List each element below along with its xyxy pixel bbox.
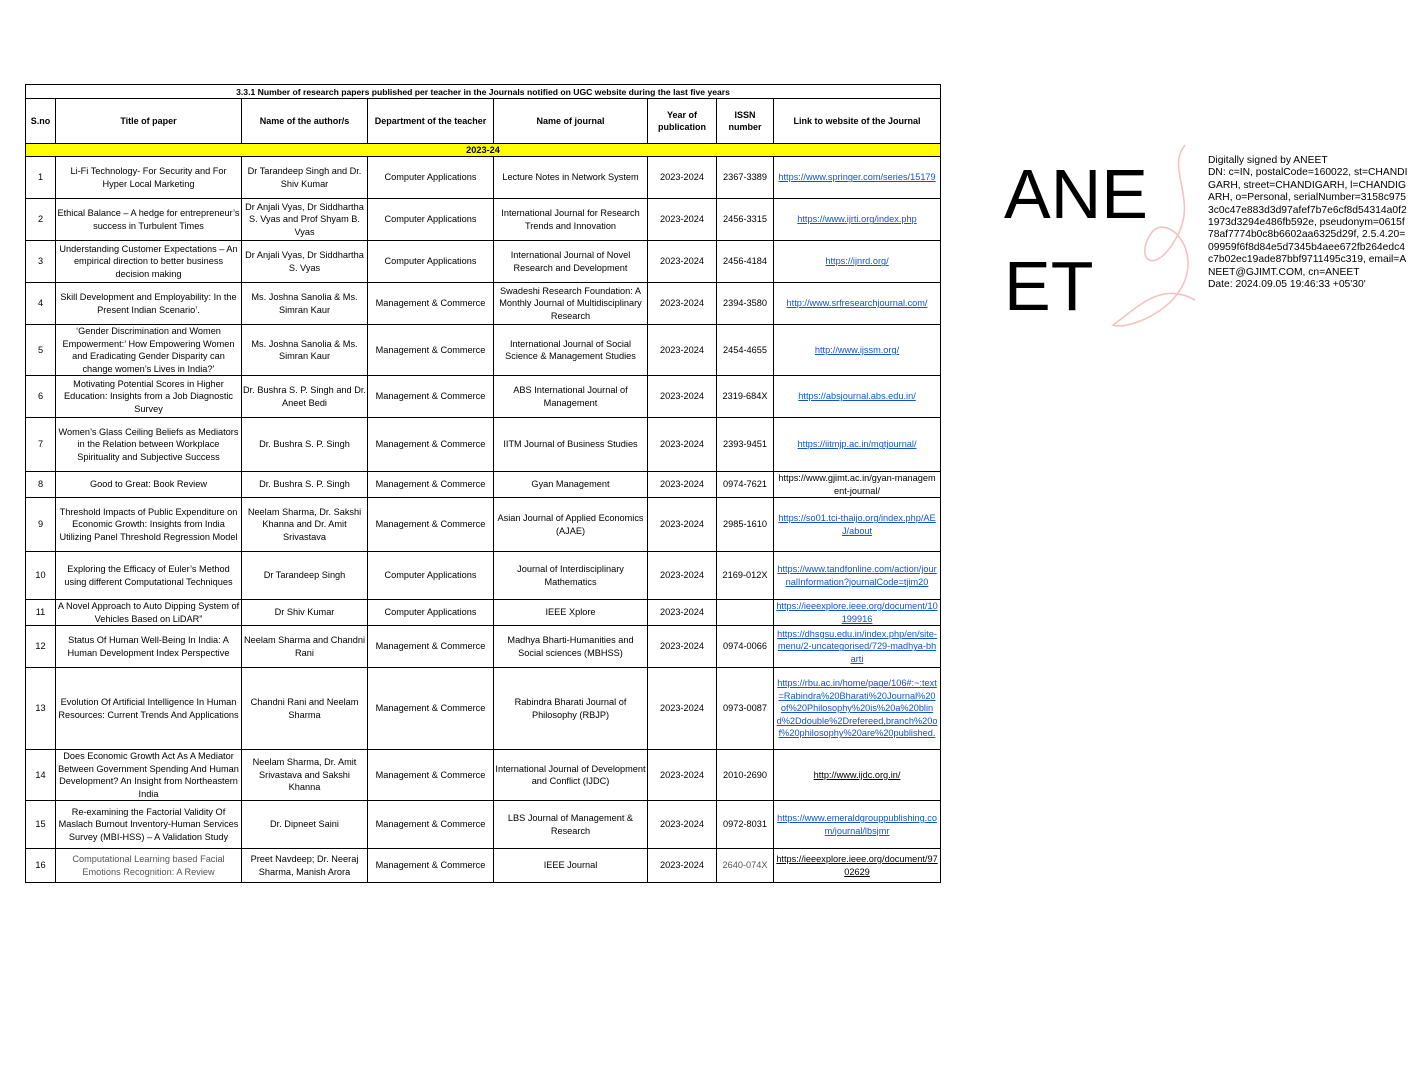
cell-link [774,283,941,325]
cell-department: Computer Applications [368,199,494,241]
cell-department: Computer Applications [368,600,494,626]
cell-link [774,418,941,472]
cell-title: Women’s Glass Ceiling Beliefs as Mediators in the Relation between Workplace Spirituality and Subjective Success [56,418,242,472]
cell-sno: 1 [26,157,56,199]
cell-link [774,750,941,801]
table-row [26,325,941,376]
journal-link[interactable]: https://iitmjp.ac.in/mgtjournal/ [797,439,917,450]
table-row [26,626,941,668]
table-row [26,801,941,849]
cell-journal: Swadeshi Research Foundation: A Monthly Journal of Multidisciplinary Research [494,283,648,325]
cell-link [774,498,941,552]
header-title: Title of paper [56,99,242,144]
header-authors: Name of the author/s [242,99,368,144]
journal-link[interactable]: https://ieeexplore.ieee.org/document/9702629 [776,854,938,877]
cell-link [774,552,941,600]
table-row [26,157,941,199]
cell-department: Management & Commerce [368,498,494,552]
cell-link [774,241,941,283]
cell-title: Evolution Of Artificial Intelligence In Human Resources: Current Trends And Applications [56,668,242,750]
cell-link [774,157,941,199]
cell-year: 2023-2024 [648,801,717,849]
cell-issn: 2367-3389 [717,157,774,199]
cell-issn: 2640-074X [717,849,774,883]
cell-link [774,668,941,750]
header-sno: S.no [26,99,56,144]
cell-authors: Preet Navdeep; Dr. Neeraj Sharma, Manish Arora [242,849,368,883]
cell-year: 2023-2024 [648,750,717,801]
cell-year: 2023-2024 [648,498,717,552]
cell-department: Management & Commerce [368,626,494,668]
journal-link[interactable]: https://absjournal.abs.edu.in/ [798,391,916,402]
cell-journal: International Journal of Novel Research and Development [494,241,648,283]
cell-issn: 2010-2690 [717,750,774,801]
cell-journal: Asian Journal of Applied Economics (AJAE) [494,498,648,552]
cell-year: 2023-2024 [648,157,717,199]
cell-sno: 15 [26,801,56,849]
cell-authors: Neelam Sharma, Dr. Sakshi Khanna and Dr. Amit Srivastava [242,498,368,552]
cell-department: Computer Applications [368,157,494,199]
cell-department: Management & Commerce [368,376,494,418]
journal-link[interactable]: https://www.gjimt.ac.in/gyan-management-journal/ [778,473,936,496]
cell-journal: International Journal of Development and Conflict (IJDC) [494,750,648,801]
table-row [26,750,941,801]
cell-department: Management & Commerce [368,801,494,849]
cell-issn: 2454-4655 [717,325,774,376]
journal-link[interactable]: https://www.ijrti.org/index.php [797,214,917,225]
table-row [26,241,941,283]
journal-link[interactable]: http://www.srfresearchjournal.com/ [786,298,928,309]
cell-journal: Gyan Management [494,472,648,498]
cell-authors: Ms. Joshna Sanolia & Ms. Simran Kaur [242,283,368,325]
cell-issn: 2393-9451 [717,418,774,472]
cell-sno: 6 [26,376,56,418]
signature-swirl-icon [1105,140,1215,335]
cell-title: Skill Development and Employability: In the Present Indian Scenario’. [56,283,242,325]
cell-link [774,600,941,626]
cell-journal: IEEE Journal [494,849,648,883]
cell-journal: Madhya Bharti-Humanities and Social sciences (MBHSS) [494,626,648,668]
journal-link[interactable]: https://www.emeraldgrouppublishing.com/journal/lbsjmr [777,813,937,836]
cell-issn: 2394-3580 [717,283,774,325]
header-journal: Name of journal [494,99,648,144]
cell-year: 2023-2024 [648,325,717,376]
cell-link [774,199,941,241]
cell-year: 2023-2024 [648,600,717,626]
cell-title: Does Economic Growth Act As A Mediator Between Government Spending And Human Development? An Insight from Northeastern India [56,750,242,801]
cell-authors: Dr. Dipneet Saini [242,801,368,849]
cell-year: 2023-2024 [648,199,717,241]
cell-year: 2023-2024 [648,376,717,418]
cell-title: A Novel Approach to Auto Dipping System of Vehicles Based on LiDAR” [56,600,242,626]
signature-name: ANEET [1004,155,1148,325]
cell-journal: IEEE Xplore [494,600,648,626]
header-link: Link to website of the Journal [774,99,941,144]
signature-line: DN: c=IN, postalCode=160022, st=CHANDIGARH, street=CHANDIGARH, l=CHANDIGARH, o=Personal, serialNumber=3158c9753c0c47e883d3d97afef7b7e6cf8d54314a0f21973d3294e486fb592e, pseudonym=0615f78af7774b0c8b6602aa6325d29f, 2.5.4.20=09959f6f8d84e5d7345b4aee672fb264edc4c7b02ec19ade87bbf9711495c319, email=ANEET@GJIMT.COM, cn=ANEET [1208,167,1408,278]
cell-department: Management & Commerce [368,668,494,750]
cell-sno: 5 [26,325,56,376]
cell-department: Computer Applications [368,552,494,600]
cell-sno: 4 [26,283,56,325]
publications-table [25,84,941,883]
table-row [26,376,941,418]
header-department: Department of the teacher [368,99,494,144]
cell-title: Exploring the Efficacy of Euler’s Method using different Computational Techniques [56,552,242,600]
cell-authors: Dr. Bushra S. P. Singh and Dr. Aneet Bedi [242,376,368,418]
cell-sno: 11 [26,600,56,626]
cell-sno: 8 [26,472,56,498]
cell-issn [717,600,774,626]
journal-link[interactable]: https://www.springer.com/series/15179 [778,172,936,183]
cell-title: Good to Great: Book Review [56,472,242,498]
cell-title: Threshold Impacts of Public Expenditure on Economic Growth: Insights from India Utilizing Panel Threshold Regression Model [56,498,242,552]
cell-journal: International Journal of Social Science & Management Studies [494,325,648,376]
cell-link [774,376,941,418]
journal-link[interactable]: https://so01.tci-thaijo.org/index.php/AEJ/about [778,513,936,536]
cell-journal: IITM Journal of Business Studies [494,418,648,472]
cell-title: ‘Gender Discrimination and Women Empowerment:’ How Empowering Women and Eradicating Gender Disparity can change women’s Lives in India?’ [56,325,242,376]
table-row [26,199,941,241]
journal-link[interactable]: http://www.ijssm.org/ [814,344,900,355]
cell-issn: 2319-684X [717,376,774,418]
journal-link[interactable]: https://ieeexplore.ieee.org/document/10199916 [776,601,938,624]
cell-link [774,849,941,883]
table-row [26,849,941,883]
year-band: 2023-24 [26,144,941,157]
cell-title: Ethical Balance – A hedge for entrepreneur’s success in Turbulent Times [56,199,242,241]
cell-authors: Dr Anjali Vyas, Dr Siddhartha S. Vyas [242,241,368,283]
cell-issn: 0973-0087 [717,668,774,750]
table-row [26,600,941,626]
table-row [26,418,941,472]
cell-year: 2023-2024 [648,241,717,283]
journal-link[interactable]: https://ijnrd.org/ [825,256,889,267]
cell-sno: 14 [26,750,56,801]
cell-issn: 0974-7621 [717,472,774,498]
cell-sno: 10 [26,552,56,600]
cell-sno: 2 [26,199,56,241]
cell-issn: 2456-4184 [717,241,774,283]
cell-authors: Chandni Rani and Neelam Sharma [242,668,368,750]
cell-authors: Neelam Sharma and Chandni Rani [242,626,368,668]
cell-issn: 2169-012X [717,552,774,600]
cell-department: Management & Commerce [368,472,494,498]
signature-line: Date: 2024.09.05 19:46:33 +05'30' [1208,279,1366,291]
signature-line: Digitally signed by ANEET [1208,155,1328,166]
signature-details [1208,155,1408,291]
cell-link [774,801,941,849]
header-issn: ISSN number [717,99,774,144]
journal-link[interactable]: http://www.ijdc.org.in/ [813,769,901,780]
table-row [26,668,941,750]
cell-authors: Ms. Joshna Sanolia & Ms. Simran Kaur [242,325,368,376]
cell-title: Li-Fi Technology- For Security and For Hyper Local Marketing [56,157,242,199]
cell-department: Management & Commerce [368,750,494,801]
table-caption: 3.3.1 Number of research papers published per teacher in the Journals notified on UGC website during the last five years [26,85,941,99]
table-row [26,552,941,600]
journal-link[interactable]: https://www.tandfonline.com/action/journalInformation?journalCode=tjim20 [777,564,937,587]
cell-department: Computer Applications [368,241,494,283]
cell-link [774,472,941,498]
table-row [26,498,941,552]
cell-title: Understanding Customer Expectations – An empirical direction to better business decision making [56,241,242,283]
cell-department: Management & Commerce [368,849,494,883]
cell-issn: 0974-0066 [717,626,774,668]
cell-year: 2023-2024 [648,849,717,883]
cell-issn: 0972-8031 [717,801,774,849]
cell-year: 2023-2024 [648,418,717,472]
cell-link [774,626,941,668]
cell-sno: 12 [26,626,56,668]
cell-year: 2023-2024 [648,668,717,750]
cell-authors: Dr Tarandeep Singh [242,552,368,600]
cell-year: 2023-2024 [648,472,717,498]
cell-sno: 13 [26,668,56,750]
cell-title: Status Of Human Well-Being In India: A Human Development Index Perspective [56,626,242,668]
cell-department: Management & Commerce [368,325,494,376]
header-year: Year of publication [648,99,717,144]
cell-year: 2023-2024 [648,552,717,600]
cell-sno: 7 [26,418,56,472]
cell-sno: 16 [26,849,56,883]
cell-authors: Dr. Bushra S. P. Singh [242,418,368,472]
journal-link[interactable]: https://dhsgsu.edu.in/index.php/en/site-menu/2-uncategorised/729-madhya-bharti [777,628,937,664]
table-row [26,283,941,325]
cell-authors: Dr Anjali Vyas, Dr Siddhartha S. Vyas and Prof Shyam B. Vyas [242,199,368,241]
cell-authors: Dr. Bushra S. P. Singh [242,472,368,498]
cell-year: 2023-2024 [648,283,717,325]
cell-title: Motivating Potential Scores in Higher Education: Insights from a Job Diagnostic Survey [56,376,242,418]
cell-journal: ABS International Journal of Management [494,376,648,418]
cell-journal: Rabindra Bharati Journal of Philosophy (RBJP) [494,668,648,750]
cell-journal: LBS Journal of Management & Research [494,801,648,849]
cell-title: Re-examining the Factorial Validity Of Maslach Burnout Inventory-Human Services Survey (MBI-HSS) – A Validation Study [56,801,242,849]
cell-department: Management & Commerce [368,418,494,472]
cell-department: Management & Commerce [368,283,494,325]
cell-link [774,325,941,376]
cell-journal: International Journal for Research Trends and Innovation [494,199,648,241]
cell-authors: Neelam Sharma, Dr. Amit Srivastava and Sakshi Khanna [242,750,368,801]
cell-journal: Lecture Notes in Network System [494,157,648,199]
cell-authors: Dr Shiv Kumar [242,600,368,626]
cell-authors: Dr Tarandeep Singh and Dr. Shiv Kumar [242,157,368,199]
cell-sno: 9 [26,498,56,552]
cell-year: 2023-2024 [648,626,717,668]
table-row [26,472,941,498]
journal-link[interactable]: https://rbu.ac.in/home/page/106#:~:text=Rabindra%20Bharati%20Journal%20of%20Philosophy%20is%20a%20blind%2Ddouble%2Drefereed,branch%20of%20philosophy%20are%20published. [776,678,938,739]
cell-issn: 2456-3315 [717,199,774,241]
cell-sno: 3 [26,241,56,283]
cell-issn: 2985-1610 [717,498,774,552]
cell-title: Computational Learning based Facial Emotions Recognition: A Review [56,849,242,883]
cell-journal: Journal of Interdisciplinary Mathematics [494,552,648,600]
